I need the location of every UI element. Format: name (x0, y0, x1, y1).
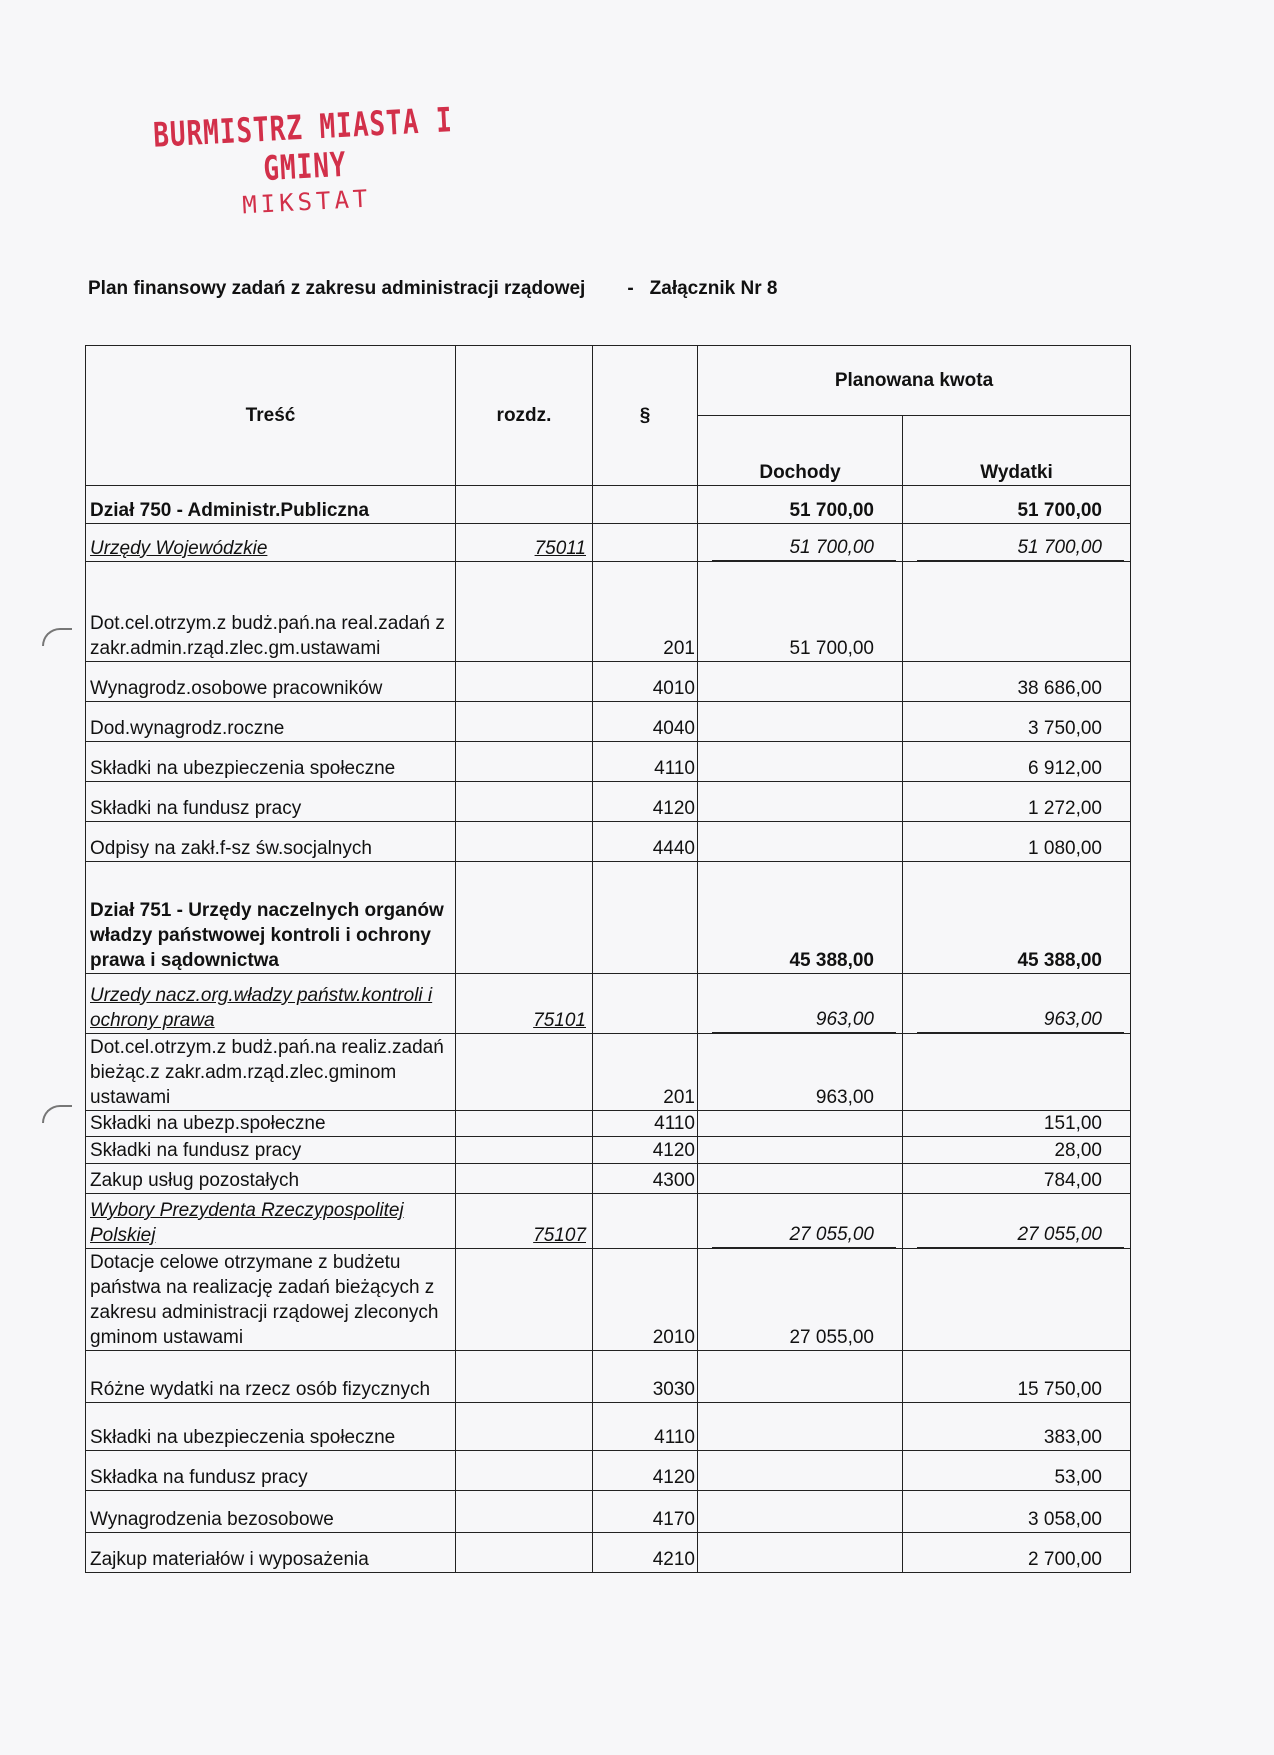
table-row (86, 1034, 1131, 1111)
row-paragraph: 4300 (593, 1164, 698, 1194)
stamp-line-1: BURMISTRZ MIASTA I GMINY (152, 101, 454, 190)
official-stamp (148, 101, 463, 224)
row-dochody (698, 1164, 903, 1194)
row-tresc: Składki na fundusz pracy (86, 1137, 456, 1164)
table-row (86, 1194, 1131, 1249)
row-paragraph: 201 (593, 1034, 698, 1111)
row-tresc: Dział 751 - Urzędy naczelnych organów władzy państwowej kontroli i ochrony prawa i sądownictwa (86, 862, 456, 974)
row-paragraph (593, 862, 698, 974)
table-row (86, 1249, 1131, 1351)
row-wydatki: 38 686,00 (903, 662, 1131, 702)
row-wydatki-value: 963,00 (917, 1007, 1124, 1033)
row-dochody (698, 1451, 903, 1491)
row-rozdz: 75101 (456, 974, 593, 1034)
table-row (86, 1164, 1131, 1194)
row-wydatki: 15 750,00 (903, 1351, 1131, 1403)
row-paragraph: 4110 (593, 1111, 698, 1137)
row-paragraph: 4110 (593, 742, 698, 782)
row-tresc: Składki na ubezp.społeczne (86, 1111, 456, 1137)
row-dochody (698, 742, 903, 782)
row-tresc: Zakup usług pozostałych (86, 1164, 456, 1194)
row-rozdz (456, 822, 593, 862)
row-tresc: Dotacje celowe otrzymane z budżetu państwa na realizację zadań bieżących z zakresu administracji rządowej zleconych gminom ustawami (86, 1249, 456, 1351)
row-rozdz (456, 1533, 593, 1573)
table-row (86, 742, 1131, 782)
row-wydatki: 2 700,00 (903, 1533, 1131, 1573)
row-dochody (698, 662, 903, 702)
row-wydatki: 383,00 (903, 1403, 1131, 1451)
table-row (86, 524, 1131, 562)
stamp-line-2: MIKSTAT (241, 184, 373, 220)
row-rozdz (456, 742, 593, 782)
row-rozdz (456, 1351, 593, 1403)
row-wydatki: 1 272,00 (903, 782, 1131, 822)
row-wydatki: 45 388,00 (903, 862, 1131, 974)
table-row (86, 1111, 1131, 1137)
row-dochody (698, 702, 903, 742)
row-dochody-value: 27 055,00 (712, 1222, 896, 1248)
row-tresc: Wybory Prezydenta Rzeczypospolitej Polskiej (86, 1194, 456, 1249)
row-dochody (698, 974, 903, 1034)
row-paragraph: 2010 (593, 1249, 698, 1351)
row-rozdz (456, 486, 593, 524)
row-rozdz (456, 1403, 593, 1451)
table-row (86, 1533, 1131, 1573)
row-wydatki (903, 562, 1131, 662)
row-tresc: Dział 750 - Administr.Publiczna (86, 486, 456, 524)
row-wydatki: 28,00 (903, 1137, 1131, 1164)
row-tresc: Różne wydatki na rzecz osób fizycznych (86, 1351, 456, 1403)
header-wydatki: Wydatki (903, 416, 1131, 486)
row-wydatki: 151,00 (903, 1111, 1131, 1137)
row-dochody: 27 055,00 (698, 1249, 903, 1351)
row-tresc: Wynagrodzenia bezosobowe (86, 1491, 456, 1533)
row-tresc: Składki na ubezpieczenia społeczne (86, 742, 456, 782)
row-tresc: Składka na fundusz pracy (86, 1451, 456, 1491)
row-dochody-value: 51 700,00 (712, 535, 896, 561)
row-rozdz (456, 1249, 593, 1351)
row-wydatki: 784,00 (903, 1164, 1131, 1194)
row-wydatki: 51 700,00 (903, 486, 1131, 524)
row-paragraph: 4170 (593, 1491, 698, 1533)
row-rozdz (456, 1491, 593, 1533)
table-row (86, 562, 1131, 662)
row-paragraph: 4120 (593, 1137, 698, 1164)
header-dochody: Dochody (698, 416, 903, 486)
row-wydatki: 3 058,00 (903, 1491, 1131, 1533)
table-row (86, 1451, 1131, 1491)
document-title (88, 278, 777, 300)
row-dochody (698, 822, 903, 862)
row-dochody (698, 1111, 903, 1137)
row-rozdz (456, 662, 593, 702)
row-wydatki-value: 27 055,00 (917, 1222, 1124, 1248)
row-tresc: Składki na fundusz pracy (86, 782, 456, 822)
table-row (86, 1351, 1131, 1403)
title-text: Plan finansowy zadań z zakresu administracji rządowej (88, 278, 586, 299)
row-paragraph: 4120 (593, 1451, 698, 1491)
header-tresc: Treść (86, 346, 456, 486)
row-dochody: 45 388,00 (698, 862, 903, 974)
row-tresc: Wynagrodz.osobowe pracowników (86, 662, 456, 702)
header-paragraph: § (593, 346, 698, 486)
header-rozdz: rozdz. (456, 346, 593, 486)
row-tresc: Zajkup materiałów i wyposażenia (86, 1533, 456, 1573)
row-wydatki (903, 974, 1131, 1034)
row-dochody: 51 700,00 (698, 562, 903, 662)
row-dochody (698, 1533, 903, 1573)
row-dochody (698, 1137, 903, 1164)
row-tresc: Składki na ubezpieczenia społeczne (86, 1403, 456, 1451)
table-row (86, 662, 1131, 702)
row-rozdz (456, 1111, 593, 1137)
row-paragraph: 4110 (593, 1403, 698, 1451)
row-rozdz (456, 1137, 593, 1164)
table-row (86, 974, 1131, 1034)
row-paragraph (593, 1194, 698, 1249)
row-wydatki (903, 1194, 1131, 1249)
row-rozdz (456, 562, 593, 662)
table-row (86, 782, 1131, 822)
row-rozdz (456, 782, 593, 822)
punch-hole-mark (42, 628, 72, 646)
row-rozdz (456, 1451, 593, 1491)
row-dochody: 963,00 (698, 1034, 903, 1111)
title-separator: - (627, 278, 634, 299)
row-paragraph: 4120 (593, 782, 698, 822)
row-tresc: Dot.cel.otrzym.z budż.pań.na real.zadań z zakr.admin.rząd.zlec.gm.ustawami (86, 562, 456, 662)
row-dochody (698, 782, 903, 822)
row-wydatki: 1 080,00 (903, 822, 1131, 862)
row-paragraph: 3030 (593, 1351, 698, 1403)
row-dochody (698, 524, 903, 562)
budget-table-body (86, 486, 1131, 1573)
row-wydatki (903, 1249, 1131, 1351)
table-row (86, 1403, 1131, 1451)
row-rozdz (456, 1034, 593, 1111)
row-dochody: 51 700,00 (698, 486, 903, 524)
row-paragraph (593, 974, 698, 1034)
row-wydatki-value: 51 700,00 (917, 535, 1124, 561)
table-row (86, 822, 1131, 862)
table-row (86, 1491, 1131, 1533)
attachment-label: Załącznik Nr 8 (649, 278, 778, 299)
punch-hole-mark (42, 1105, 72, 1123)
table-row (86, 486, 1131, 524)
row-wydatki: 3 750,00 (903, 702, 1131, 742)
row-tresc: Dot.cel.otrzym.z budż.pań.na realiz.zadań bieżąc.z zakr.adm.rząd.zlec.gminom ustawami (86, 1034, 456, 1111)
row-paragraph: 4010 (593, 662, 698, 702)
table-row (86, 1137, 1131, 1164)
row-wydatki (903, 1034, 1131, 1111)
row-dochody (698, 1403, 903, 1451)
row-dochody (698, 1194, 903, 1249)
row-rozdz (456, 702, 593, 742)
row-tresc: Urzedy nacz.org.władzy państw.kontroli i ochrony prawa (86, 974, 456, 1034)
row-rozdz: 75011 (456, 524, 593, 562)
header-planned-amount: Planowana kwota (698, 346, 1131, 416)
row-paragraph: 201 (593, 562, 698, 662)
row-tresc: Odpisy na zakł.f-sz św.socjalnych (86, 822, 456, 862)
row-rozdz: 75107 (456, 1194, 593, 1249)
row-dochody (698, 1351, 903, 1403)
row-tresc: Dod.wynagrodz.roczne (86, 702, 456, 742)
table-row (86, 862, 1131, 974)
row-wydatki: 53,00 (903, 1451, 1131, 1491)
row-rozdz (456, 1164, 593, 1194)
row-paragraph: 4440 (593, 822, 698, 862)
row-dochody (698, 1491, 903, 1533)
table-row (86, 702, 1131, 742)
row-rozdz (456, 862, 593, 974)
row-paragraph: 4040 (593, 702, 698, 742)
row-paragraph (593, 524, 698, 562)
row-tresc: Urzędy Wojewódzkie (86, 524, 456, 562)
budget-table (85, 345, 1131, 1573)
row-wydatki (903, 524, 1131, 562)
row-paragraph: 4210 (593, 1533, 698, 1573)
row-paragraph (593, 486, 698, 524)
row-wydatki: 6 912,00 (903, 742, 1131, 782)
row-dochody-value: 963,00 (712, 1007, 896, 1033)
